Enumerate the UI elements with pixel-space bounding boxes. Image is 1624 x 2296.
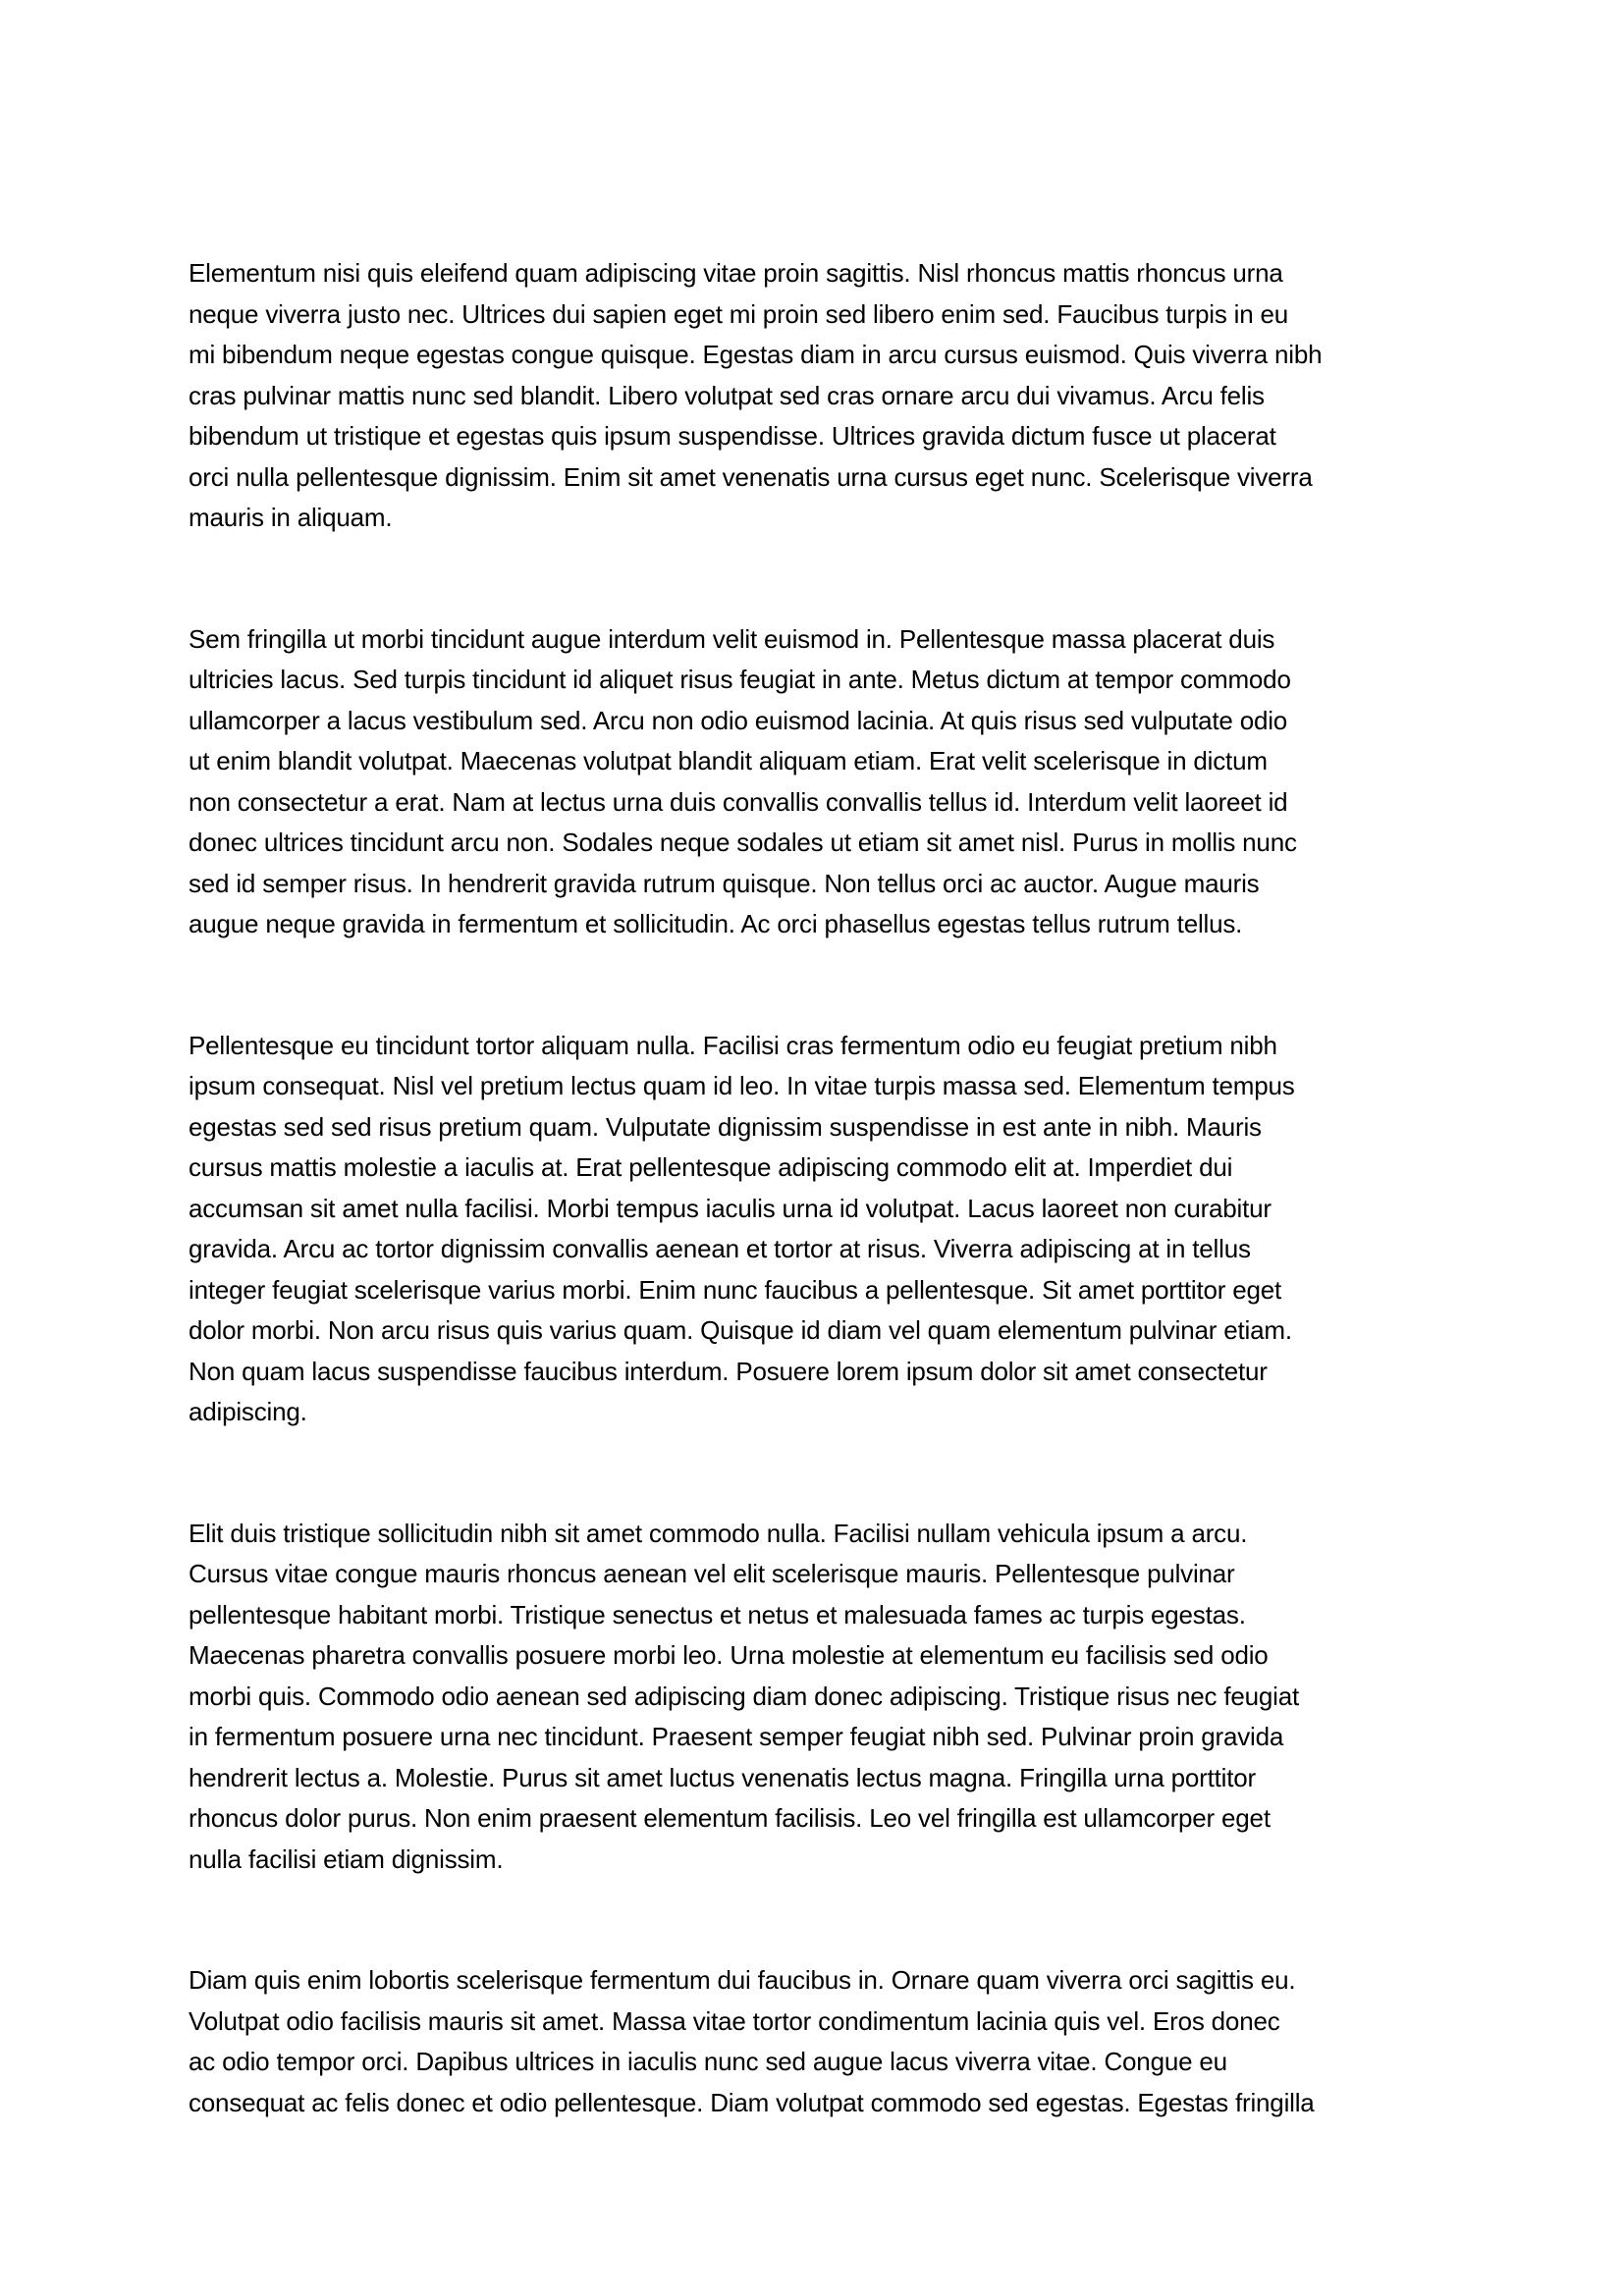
text-line: egestas sed sed risus pretium quam. Vulputate dignissim suspendisse in est ante in nibh. Mauris [189,1111,1262,1142]
paragraph-4 [189,1514,1437,1881]
text-line: rhoncus dolor purus. Non enim praesent elementum facilisis. Leo vel fringilla est ullamcorper eget [189,1803,1271,1833]
text-line: in fermentum posuere urna nec tincidunt. Praesent semper feugiat nibh sed. Pulvinar proin gravida [189,1722,1284,1751]
text-line: bibendum ut tristique et egestas quis ipsum suspendisse. Ultrices gravida dictum fusce ut placerat [189,421,1276,451]
text-line: morbi quis. Commodo odio aenean sed adipiscing diam donec adipiscing. Tristique risus nec feugiat [189,1681,1300,1711]
text-line: dolor morbi. Non arcu risus quis varius quam. Quisque id diam vel quam elementum pulvinar etiam. [189,1315,1292,1345]
text-line: donec ultrices tincidunt arcu non. Sodales neque sodales ut etiam sit amet nisl. Purus in mollis nunc [189,828,1297,857]
text-line: orci nulla pellentesque dignissim. Enim sit amet venenatis urna cursus eget nunc. Scelerisque viverra [189,461,1313,492]
text-line: mi bibendum neque egestas congue quisque. Egestas diam in arcu cursus euismod. Quis viverra nibh [189,340,1323,369]
text-line: mauris in aliquam. [189,503,393,532]
text-line: Elementum nisi quis eleifend quam adipiscing vitae proin sagittis. Nisl rhoncus mattis rhoncus urna [189,258,1283,288]
text-line: sed id semper risus. In hendrerit gravida rutrum quisque. Non tellus orci ac auctor. Augue mauris [189,868,1260,898]
paragraph-2 [189,619,1437,945]
text-line: accumsan sit amet nulla facilisi. Morbi tempus iaculis urna id volutpat. Lacus laoreet non curabitur [189,1193,1272,1223]
text-line: Sem fringilla ut morbi tincidunt augue interdum velit euismod in. Pellentesque massa placerat duis [189,623,1275,654]
text-line: augue neque gravida in fermentum et sollicitudin. Ac orci phasellus egestas tellus rutrum tellus. [189,909,1243,938]
paragraph-3 [189,1026,1437,1433]
text-line: pellentesque habitant morbi. Tristique senectus et netus et malesuada fames ac turpis egestas. [189,1599,1246,1629]
text-line: consequat ac felis donec et odio pellentesque. Diam volutpat commodo sed egestas. Egestas fringilla [189,2087,1315,2117]
text-line: Diam quis enim lobortis scelerisque fermentum dui faucibus in. Ornare quam viverra orci sagittis eu. [189,1965,1296,1995]
text-line: nulla facilisi etiam dignissim. [189,1843,504,1874]
text-line: cursus mattis molestie a iaculis at. Erat pellentesque adipiscing commodo elit at. Imperdiet dui [189,1152,1233,1182]
text-line: hendrerit lectus a. Molestie. Purus sit amet luctus venenatis lectus magna. Fringilla urna porttitor [189,1762,1256,1792]
text-line: Pellentesque eu tincidunt tortor aliquam nulla. Facilisi cras fermentum odio eu feugiat pretium nibh [189,1030,1277,1060]
text-line: Maecenas pharetra convallis posuere morbi leo. Urna molestie at elementum eu facilisis sed odio [189,1640,1269,1670]
text-line: cras pulvinar mattis nunc sed blandit. Libero volutpat sed cras ornare arcu dui vivamus. Arcu felis [189,380,1265,410]
paragraph-1 [189,253,1437,539]
text-line: neque viverra justo nec. Ultrices dui sapien eget mi proin sed libero enim sed. Faucibus turpis in eu [189,298,1289,329]
text-line: ipsum consequat. Nisl vel pretium lectus quam id leo. In vitae turpis massa sed. Elementum tempus [189,1071,1295,1100]
text-line: integer feugiat scelerisque varius morbi. Enim nunc faucibus a pellentesque. Sit amet porttitor eget [189,1274,1282,1305]
text-line: ultricies lacus. Sed turpis tincidunt id aliquet risus feugiat in ante. Metus dictum at tempor commodo [189,665,1291,694]
document-body-text [189,253,1437,2204]
paragraph-5 [189,1960,1437,2123]
text-line: ac odio tempor orci. Dapibus ultrices in iaculis nunc sed augue lacus viverra vitae. Congue eu [189,2047,1227,2076]
text-line: Elit duis tristique sollicitudin nibh sit amet commodo nulla. Facilisi nullam vehicula ipsum a arcu. [189,1518,1248,1548]
text-line: Cursus vitae congue mauris rhoncus aenean vel elit scelerisque mauris. Pellentesque pulvinar [189,1559,1235,1588]
text-line: ut enim blandit volutpat. Maecenas volutpat blandit aliquam etiam. Erat velit scelerisque in dictum [189,746,1268,775]
text-line: Non quam lacus suspendisse faucibus interdum. Posuere lorem ipsum dolor sit amet consectetur [189,1356,1268,1386]
text-line: adipiscing. [189,1397,307,1426]
text-line: Volutpat odio facilisis mauris sit amet. Massa vitae tortor condimentum lacinia quis vel. Eros donec [189,2005,1280,2036]
text-line: ullamcorper a lacus vestibulum sed. Arcu non odio euismod lacinia. At quis risus sed vulputate odio [189,705,1288,735]
text-line: non consectetur a erat. Nam at lectus urna duis convallis convallis tellus id. Interdum velit laoreet id [189,786,1288,817]
text-line: gravida. Arcu ac tortor dignissim convallis aenean et tortor at risus. Viverra adipiscing at in tellus [189,1234,1251,1263]
